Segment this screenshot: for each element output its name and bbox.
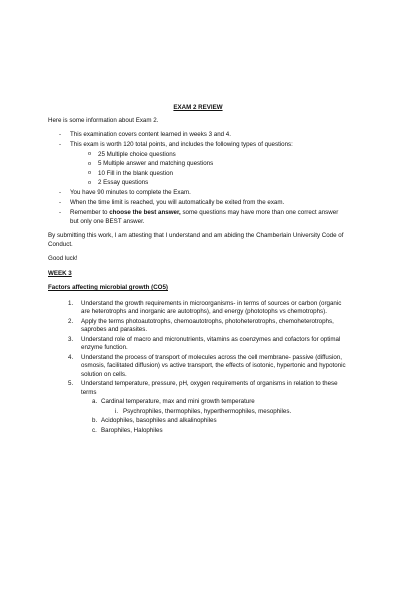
list-item: 3. Understand role of macro and micronutrients, vitamins as coenzymes and cofactors for optimal enzyme function. (68, 335, 341, 351)
list-item: 4. Understand the process of transport of molecules across the cell membrane- passive (diffusion, osmosis, facilitated diffusion) vs active transport, the effects of isotonic, hypertonic and hypotonic solution on cells. (68, 353, 346, 378)
week-heading: WEEK 3 (48, 269, 72, 277)
intro-text: Here is some information about Exam 2. (48, 116, 159, 124)
list-item: o 25 Multiple choice questions (88, 150, 176, 158)
list-item: - When the time limit is reached, you will automatically be exited from the exam. (59, 199, 285, 206)
list-item: o 2 Essay questions (88, 179, 149, 186)
list-item: o 10 Fill in the blank question (88, 169, 173, 177)
list-item: i. Psychrophiles, thermophiles, hyperthermophiles, mesophiles. (115, 407, 292, 415)
list-item: - You have 90 minutes to complete the Exam. (59, 189, 191, 196)
section-heading: Factors affecting microbial growth (CO5) (48, 284, 168, 291)
sub-list (81, 398, 348, 435)
document-content (48, 104, 348, 436)
bullet-text: When the time limit is reached, you will automatically be exited from the exam. (70, 199, 285, 206)
list-item: - This exam is worth 120 total points, and includes the following types of questions: o 25 Multiple choice questions o 5 Multiple answer and matching questions o 10 Fill in the blank question o 2 Essay questions (48, 141, 348, 188)
list-item: b. Acidophiles, basophiles and alkalinophiles (92, 417, 217, 424)
sub-sub-list (101, 408, 348, 417)
list-item: o 5 Multiple answer and matching questions (88, 160, 214, 167)
bullet-text: This examination covers content learned in weeks 3 and 4. (70, 131, 231, 138)
bold-emphasis: choose the best answer, (109, 209, 181, 216)
exam-info-list (48, 131, 348, 226)
objectives-list (48, 300, 348, 436)
list-item: 5. Understand temperature, pressure, pH, oxygen requirements of organisms in relation to these terms a. Cardinal temperature, max and mini growth temperature i. Psychrophiles, thermophiles, hyperthermophiles, mesophiles. b. Acidophiles, basophiles and alkalinophiles c. Barophiles, Halophiles (48, 380, 348, 435)
page-title: EXAM 2 REVIEW (173, 104, 223, 111)
bullet-text: This exam is worth 120 total points, and includes the following types of questions: (70, 141, 293, 148)
question-types-list (70, 151, 348, 188)
list-item: 1. Understand the growth requirements in microorganisms- in terms of sources or carbon (organic are heterotrophs and inorganic are autotrophs), and energy (phototophs vs chemotrophs). (68, 299, 342, 315)
attestation-text: By submitting this work, I am attesting that I understand and am abiding the Chamberlain University Code of Conduct. (48, 232, 344, 248)
list-item: - This examination covers content learned in weeks 3 and 4. (59, 131, 231, 138)
list-item: c. Barophiles, Halophiles (92, 426, 163, 434)
good-luck-text: Good luck! (48, 255, 78, 262)
bullet-text: You have 90 minutes to complete the Exam. (70, 189, 191, 196)
list-item: 2. Apply the terms photoautotrophs, chemoautotrophs, photoheterotrophs, chemoheterotrophs, saprobes and parasites. (68, 317, 334, 333)
list-item: a. Cardinal temperature, max and mini growth temperature i. Psychrophiles, thermophiles, hyperthermophiles, mesophiles. (81, 398, 348, 416)
list-item: - Remember to choose the best answer, some questions may have more than one correct answer but only one BEST answer. (59, 209, 339, 225)
